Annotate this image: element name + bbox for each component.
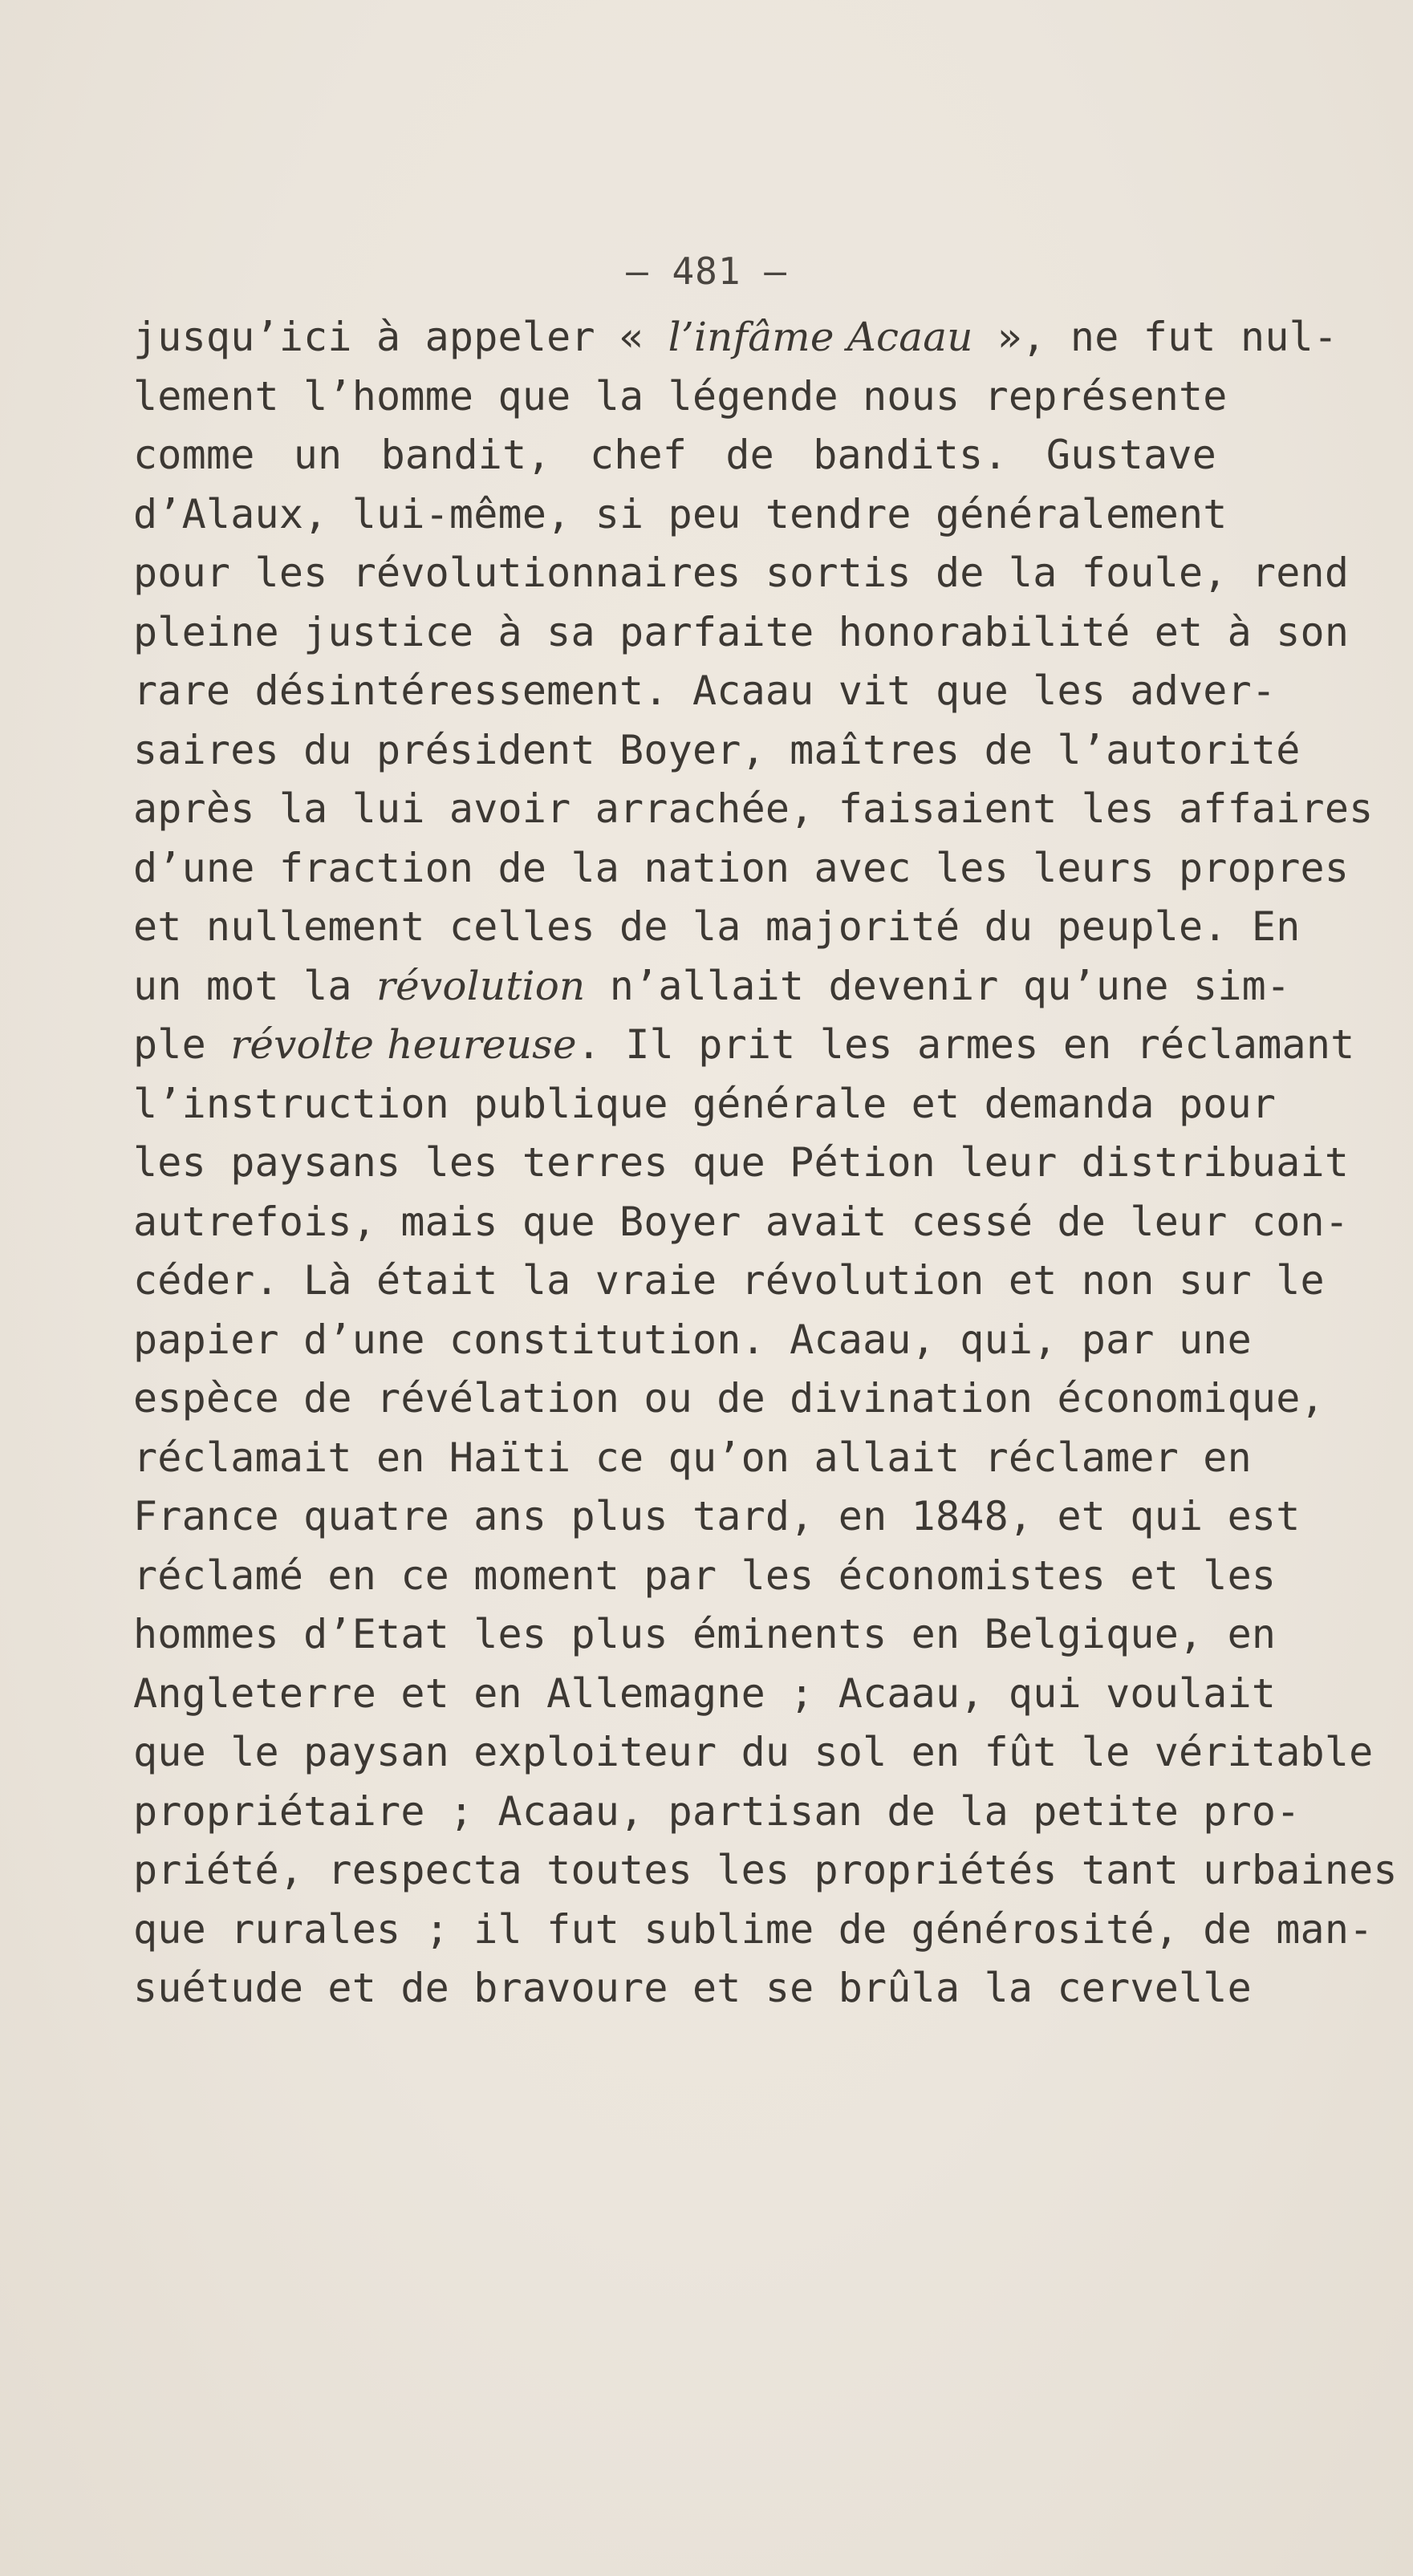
text-segment: jusqu’ici à appeler «	[133, 314, 668, 360]
page-number: — 481 —	[626, 249, 787, 293]
text-line	[133, 1311, 1252, 1370]
text-segment: que le paysan exploiteur du sol en fût le véritable	[133, 1729, 1374, 1775]
italic-text: révolution	[376, 962, 586, 1009]
text-line	[133, 426, 1216, 485]
text-line	[133, 485, 1228, 545]
text-segment: autrefois, mais que Boyer avait cessé de leur con-	[133, 1198, 1350, 1245]
text-segment: comme un bandit, chef de bandits. Gustave	[133, 432, 1216, 478]
text-segment: Angleterre et en Allemagne ; Acaau, qui voulait	[133, 1669, 1277, 1717]
text-segment: après la lui avoir arrachée, faisaient les affaires	[133, 785, 1374, 832]
text-segment: lement l’homme que la légende nous représente	[133, 372, 1228, 420]
text-line	[133, 1783, 1301, 1842]
text-segment: d’Alaux, lui-même, si peu tendre généralement	[133, 490, 1228, 538]
text-segment: France quatre ans plus tard, en 1848, et qui est	[133, 1493, 1301, 1540]
text-line	[133, 308, 1338, 367]
text-line	[133, 1369, 1325, 1429]
text-line	[133, 898, 1301, 957]
text-segment: pleine justice à sa parfaite honorabilité et à son	[133, 608, 1350, 655]
text-line	[133, 603, 1350, 663]
italic-text: révolte heureuse	[230, 1021, 577, 1068]
text-line	[133, 1841, 1398, 1901]
text-line	[133, 721, 1301, 781]
text-line	[133, 780, 1374, 839]
italic-text: l’infâme Acaau	[668, 314, 973, 360]
text-line	[133, 1901, 1374, 1960]
text-line	[133, 1605, 1277, 1665]
text-line	[133, 1959, 1252, 2018]
text-segment: priété, respecta toutes les propriétés tant urbaines	[133, 1847, 1398, 1893]
text-segment: . Il prit les armes en réclamant	[576, 1021, 1355, 1068]
text-line	[133, 1665, 1277, 1724]
text-line	[133, 1075, 1277, 1134]
text-line	[133, 1429, 1252, 1488]
text-segment: réclamé en ce moment par les économistes et les	[133, 1552, 1277, 1599]
text-segment: l’instruction publique générale et demanda pour	[133, 1080, 1277, 1127]
text-segment: ple	[133, 1021, 231, 1068]
text-line	[133, 957, 1291, 1016]
text-segment: », ne fut nul-	[972, 314, 1338, 360]
text-segment: rare désintéressement. Acaau vit que les adver-	[133, 667, 1277, 714]
text-segment: n’allait devenir qu’une sim-	[585, 962, 1291, 1009]
body-text	[133, 308, 1398, 2018]
text-line	[133, 1487, 1301, 1547]
text-line	[133, 367, 1228, 427]
text-segment: réclamait en Haïti ce qu’on allait réclamer en	[133, 1434, 1252, 1481]
text-segment: suétude et de bravoure et se brûla la cervelle	[133, 1965, 1252, 2011]
text-segment: espèce de révélation ou de divination économique,	[133, 1375, 1325, 1422]
text-segment: propriétaire ; Acaau, partisan de la petite pro-	[133, 1787, 1301, 1835]
text-line	[133, 1723, 1374, 1783]
text-segment: et nullement celles de la majorité du peuple. En	[133, 903, 1301, 950]
text-segment: céder. Là était la vraie révolution et non sur le	[133, 1257, 1325, 1304]
text-line	[133, 1547, 1277, 1606]
text-segment: papier d’une constitution. Acaau, qui, par une	[133, 1316, 1252, 1363]
text-line	[133, 1193, 1350, 1252]
text-segment: hommes d’Etat les plus éminents en Belgique, en	[133, 1611, 1277, 1657]
text-segment: d’une fraction de la nation avec les leurs propres	[133, 844, 1350, 891]
text-segment: saires du président Boyer, maîtres de l’autorité	[133, 726, 1301, 773]
text-line	[133, 662, 1277, 721]
text-line	[133, 839, 1350, 899]
text-segment: pour les révolutionnaires sortis de la foule, rend	[133, 550, 1350, 596]
text-line	[133, 544, 1350, 603]
text-segment: un mot la	[133, 962, 377, 1009]
text-line	[133, 1251, 1325, 1311]
text-segment: que rurales ; il fut sublime de générosité, de man-	[133, 1905, 1374, 1953]
text-line	[133, 1134, 1350, 1193]
text-segment: les paysans les terres que Pétion leur distribuait	[133, 1139, 1350, 1186]
text-line	[133, 1016, 1355, 1075]
